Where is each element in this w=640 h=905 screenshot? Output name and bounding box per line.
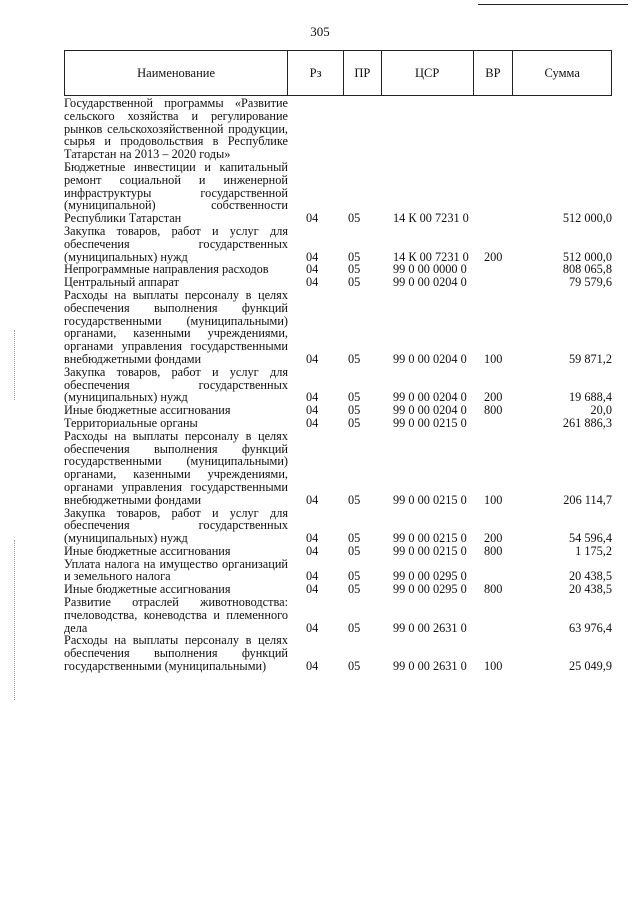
row-vr: 100 bbox=[484, 351, 503, 366]
scan-margin-mark bbox=[14, 330, 15, 400]
row-csr: 99 0 00 0204 0 bbox=[393, 403, 467, 418]
table-row bbox=[64, 545, 612, 558]
row-sum: 206 114,7 bbox=[563, 492, 612, 507]
table-row bbox=[64, 596, 612, 634]
row-rz: 04 bbox=[306, 262, 319, 277]
row-name: Уплата налога на имущество организаций и земельного налога bbox=[64, 556, 288, 584]
row-csr: 99 0 00 0204 0 bbox=[393, 390, 467, 405]
scan-edge-line bbox=[478, 4, 628, 5]
row-name: Бюджетные инвестиции и капитальный ремонт социальной и инженерной инфраструктуры государственной (муниципальной) собственности Республики Татарстан bbox=[64, 159, 288, 226]
row-pr: 05 bbox=[348, 351, 361, 366]
row-pr: 05 bbox=[348, 492, 361, 507]
row-sum: 59 871,2 bbox=[568, 351, 612, 366]
header-pr: ПР bbox=[344, 51, 382, 95]
row-name: Иные бюджетные ассигнования bbox=[64, 403, 231, 418]
table-row bbox=[64, 404, 612, 417]
row-vr: 200 bbox=[484, 390, 503, 405]
row-sum: 79 579,6 bbox=[568, 275, 612, 290]
table-row bbox=[64, 417, 612, 430]
row-sum: 63 976,4 bbox=[568, 620, 612, 635]
table-row bbox=[64, 507, 612, 545]
row-name: Иные бюджетные ассигнования bbox=[64, 582, 231, 597]
scan-margin-mark bbox=[14, 540, 15, 700]
row-csr: 99 0 00 0204 0 bbox=[393, 351, 467, 366]
row-pr: 05 bbox=[348, 211, 361, 226]
table-row bbox=[64, 430, 612, 507]
row-vr: 100 bbox=[484, 659, 503, 674]
row-rz: 04 bbox=[306, 390, 319, 405]
row-sum: 54 596,4 bbox=[568, 531, 612, 546]
row-name: Расходы на выплаты персоналу в целях обеспечения выполнения функций государственными (муниципальными) органами, казенными учреждениями, органами управления государственными внебюджетными фондами bbox=[64, 287, 288, 366]
table-body bbox=[64, 97, 612, 673]
row-name: Закупка товаров, работ и услуг для обеспечения государственных (муниципальных) нужд bbox=[64, 223, 288, 264]
header-csr: ЦСР bbox=[382, 51, 474, 95]
row-sum: 512 000,0 bbox=[562, 211, 612, 226]
row-pr: 05 bbox=[348, 275, 361, 290]
row-rz: 04 bbox=[306, 351, 319, 366]
row-name: Центральный аппарат bbox=[64, 275, 179, 290]
row-name: Развитие отраслей животноводства: пчеловодства, коневодства и племенного дела bbox=[64, 595, 288, 635]
row-pr: 05 bbox=[348, 531, 361, 546]
row-csr: 99 0 00 0215 0 bbox=[393, 492, 467, 507]
header-sum: Сумма bbox=[544, 65, 580, 80]
row-rz: 04 bbox=[306, 582, 319, 597]
row-sum: 20 438,5 bbox=[568, 582, 612, 597]
row-csr: 99 0 00 0215 0 bbox=[393, 531, 467, 546]
row-rz: 04 bbox=[306, 531, 319, 546]
row-name: Государственной программы «Развитие сельского хозяйства и регулирование рынков сельскохозяйственной продукции, сырья и продовольствия в Республике Татарстан на 2013 – 2020 годы» bbox=[64, 96, 288, 162]
table-row bbox=[64, 97, 612, 161]
row-rz: 04 bbox=[306, 211, 319, 226]
row-sum: 512 000,0 bbox=[562, 249, 612, 264]
row-pr: 05 bbox=[348, 403, 361, 418]
row-csr: 99 0 00 0204 0 bbox=[393, 275, 467, 290]
row-sum: 20,0 bbox=[590, 403, 612, 418]
row-rz: 04 bbox=[306, 403, 319, 418]
row-name: Территориальные органы bbox=[64, 415, 198, 430]
row-pr: 05 bbox=[348, 659, 361, 674]
row-name: Иные бюджетные ассигнования bbox=[64, 543, 231, 558]
row-pr: 05 bbox=[348, 620, 361, 635]
row-vr: 200 bbox=[484, 249, 503, 264]
row-name: Расходы на выплаты персоналу в целях обеспечения выполнения функций государственными (муниципальными) органами, казенными учреждениями, органами управления государственными внебюджетными фондами bbox=[64, 428, 288, 507]
table-row bbox=[64, 634, 612, 672]
row-vr: 800 bbox=[484, 403, 503, 418]
row-csr: 99 0 00 0215 0 bbox=[393, 543, 467, 558]
row-csr: 14 К 00 7231 0 bbox=[393, 249, 469, 264]
header-name: Наименование bbox=[65, 51, 288, 95]
row-csr: 99 0 00 2631 0 bbox=[393, 659, 467, 674]
row-vr: 800 bbox=[484, 543, 503, 558]
row-vr: 100 bbox=[484, 492, 503, 507]
header-rz: Рз bbox=[288, 51, 344, 95]
row-rz: 04 bbox=[306, 275, 319, 290]
row-name: Непрограммные направления расходов bbox=[64, 262, 269, 277]
row-name: Расходы на выплаты персоналу в целях обеспечения выполнения функций государственными (муниципальными) bbox=[64, 633, 288, 674]
row-rz: 04 bbox=[306, 659, 319, 674]
row-csr: 99 0 00 0295 0 bbox=[393, 582, 467, 597]
row-rz: 04 bbox=[306, 543, 319, 558]
row-name: Закупка товаров, работ и услуг для обеспечения государственных (муниципальных) нужд bbox=[64, 505, 288, 546]
row-pr: 05 bbox=[348, 415, 361, 430]
row-pr: 05 bbox=[348, 390, 361, 405]
row-csr: 99 0 00 0295 0 bbox=[393, 569, 467, 584]
row-sum: 808 065,8 bbox=[562, 262, 612, 277]
table-row bbox=[64, 161, 612, 225]
row-vr: 200 bbox=[484, 531, 503, 546]
header-vr: ВР bbox=[474, 51, 514, 95]
row-rz: 04 bbox=[306, 492, 319, 507]
row-rz: 04 bbox=[306, 569, 319, 584]
page-number: 305 bbox=[310, 24, 330, 39]
row-rz: 04 bbox=[306, 620, 319, 635]
row-rz: 04 bbox=[306, 249, 319, 264]
table-row bbox=[64, 366, 612, 404]
row-csr: 14 К 00 7231 0 bbox=[393, 211, 469, 226]
row-sum: 20 438,5 bbox=[568, 569, 612, 584]
row-sum: 19 688,4 bbox=[568, 390, 612, 405]
row-pr: 05 bbox=[348, 582, 361, 597]
table-row bbox=[64, 225, 612, 263]
row-vr: 800 bbox=[484, 582, 503, 597]
row-pr: 05 bbox=[348, 543, 361, 558]
row-csr: 99 0 00 0215 0 bbox=[393, 415, 467, 430]
table-row bbox=[64, 558, 612, 584]
row-sum: 261 886,3 bbox=[562, 415, 612, 430]
row-name: Закупка товаров, работ и услуг для обеспечения государственных (муниципальных) нужд bbox=[64, 364, 288, 405]
row-pr: 05 bbox=[348, 262, 361, 277]
table-header bbox=[64, 50, 612, 96]
row-pr: 05 bbox=[348, 569, 361, 584]
row-sum: 25 049,9 bbox=[568, 659, 612, 674]
row-sum: 1 175,2 bbox=[575, 543, 612, 558]
row-csr: 99 0 00 2631 0 bbox=[393, 620, 467, 635]
table-row bbox=[64, 289, 612, 366]
row-csr: 99 0 00 0000 0 bbox=[393, 262, 467, 277]
row-rz: 04 bbox=[306, 415, 319, 430]
row-pr: 05 bbox=[348, 249, 361, 264]
